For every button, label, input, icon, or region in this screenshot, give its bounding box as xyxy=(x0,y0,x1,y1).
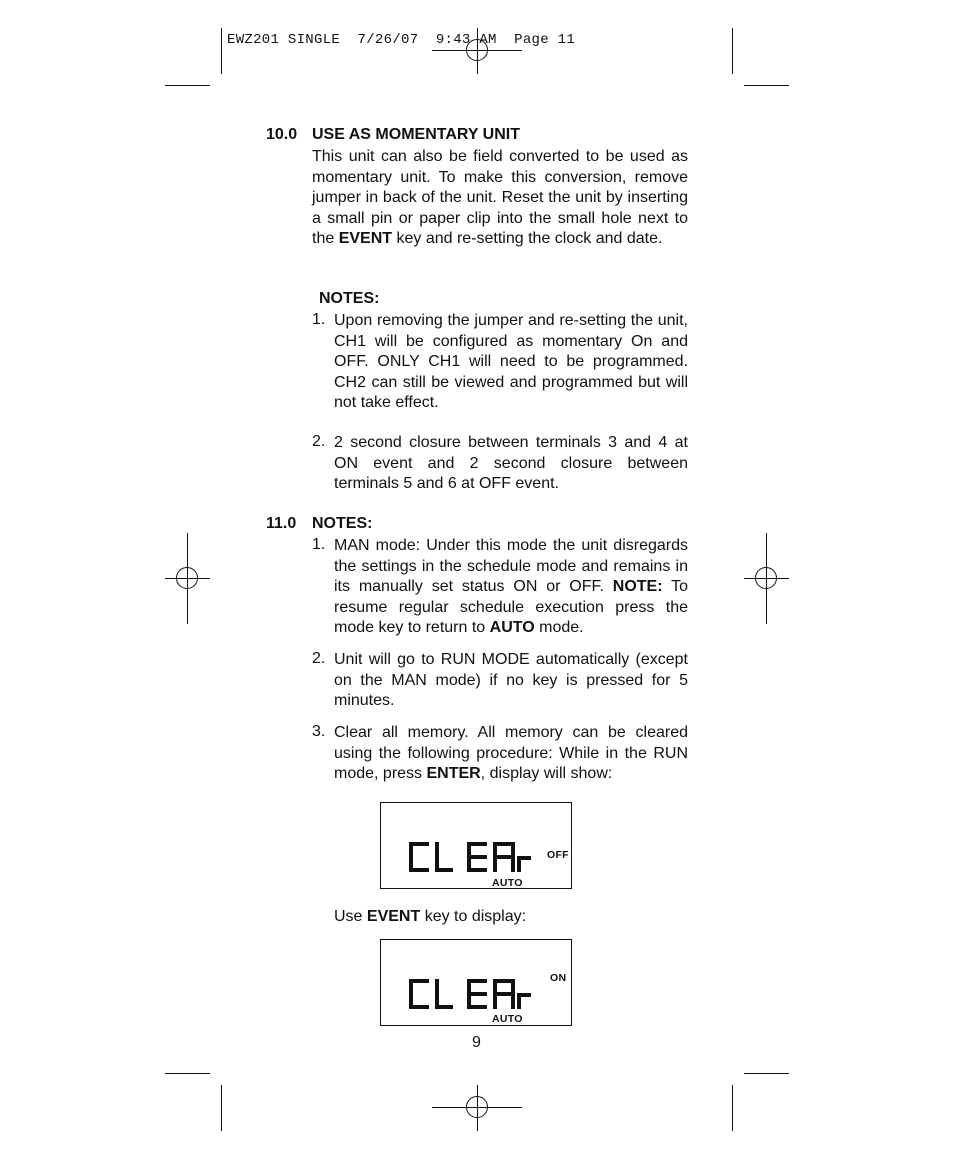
enter-keyword: ENTER xyxy=(426,765,481,782)
crop-mark xyxy=(732,1085,733,1131)
crop-mark xyxy=(221,1085,222,1131)
notes-heading: NOTES: xyxy=(319,290,380,307)
paragraph-text: This unit can also be field converted to be used as momentary unit. To make this conversion, remove jumper in back of the unit. Reset the unit by inserting a small pin or paper clip into the small hole next to the xyxy=(312,148,688,247)
item-text: mode. xyxy=(534,619,584,636)
section-title: NOTES: xyxy=(312,515,373,532)
lcd-display xyxy=(380,802,572,889)
item-text: MAN mode: Under this mode the unit disregards the settings in the schedule mode and remains in its manually set status ON or OFF. xyxy=(334,537,688,595)
item-text: , display will show: xyxy=(480,765,613,782)
lcd-segment-text xyxy=(381,940,571,1025)
lcd-char-a xyxy=(493,979,515,1009)
lcd-mode-indicator: AUTO xyxy=(492,877,523,889)
lcd-char-l xyxy=(435,842,453,872)
section-number: 10.0 xyxy=(266,126,298,143)
crop-mark xyxy=(221,28,222,74)
instruction-text xyxy=(334,907,526,928)
list-number: 2. xyxy=(312,433,326,450)
registration-circle xyxy=(466,1096,488,1118)
crop-mark xyxy=(165,85,210,86)
lcd-char-l xyxy=(435,979,453,1009)
list-item: Unit will go to RUN MODE automatically (except on the MAN mode) if no key is pressed for 5 minutes. xyxy=(334,651,688,709)
lcd-char-c xyxy=(409,979,429,1009)
list-item: 2 second closure between terminals 3 and 4 at ON event and 2 second closure between terminals 5 and 6 at OFF event. xyxy=(334,434,688,492)
event-keyword: EVENT xyxy=(366,908,421,925)
lcd-char-a xyxy=(493,842,515,872)
crop-mark xyxy=(744,1073,789,1074)
section-paragraph xyxy=(312,147,688,250)
lcd-char-e xyxy=(467,979,487,1009)
crop-mark xyxy=(744,85,789,86)
lcd-status-indicator: ON xyxy=(550,972,567,984)
note-label: NOTE: xyxy=(612,578,663,595)
registration-circle xyxy=(176,567,198,589)
instruction-post: key to display: xyxy=(420,908,527,925)
lcd-display xyxy=(380,939,572,1026)
instruction-pre: Use xyxy=(334,908,367,925)
lcd-char-r xyxy=(517,993,531,1009)
lcd-char-r xyxy=(517,856,531,872)
auto-keyword: AUTO xyxy=(489,619,535,636)
page-number: 9 xyxy=(472,1034,481,1051)
list-number: 1. xyxy=(312,536,326,553)
lcd-char-e xyxy=(467,842,487,872)
item-text: To resume regular schedule execution press the mode key to return to xyxy=(334,578,688,636)
list-item xyxy=(334,723,688,785)
lcd-char-c xyxy=(409,842,429,872)
crop-mark xyxy=(732,28,733,74)
section-number: 11.0 xyxy=(266,515,297,532)
crop-mark xyxy=(165,1073,210,1074)
lcd-mode-indicator: AUTO xyxy=(492,1013,523,1025)
list-item: Upon removing the jumper and re-setting the unit, CH1 will be configured as momentary On and OFF. ONLY CH1 will need to be programmed. CH2 can still be viewed and programmed but will not take effect. xyxy=(334,312,688,411)
item-text: Clear all memory. All memory can be cleared using the following procedure: While in the RUN mode, press xyxy=(334,724,688,782)
list-item xyxy=(334,536,688,639)
paragraph-text: key and re-setting the clock and date. xyxy=(392,230,663,247)
list-number: 1. xyxy=(312,311,326,328)
lcd-status-indicator: OFF xyxy=(547,849,569,861)
lcd-segment-text xyxy=(381,803,571,888)
section-title: USE AS MOMENTARY UNIT xyxy=(312,126,521,143)
event-keyword: EVENT xyxy=(338,230,393,247)
print-slug: EWZ201 SINGLE 7/26/07 9:43 AM Page 11 xyxy=(227,32,576,48)
list-number: 3. xyxy=(312,723,326,740)
list-number: 2. xyxy=(312,650,326,667)
registration-circle xyxy=(755,567,777,589)
